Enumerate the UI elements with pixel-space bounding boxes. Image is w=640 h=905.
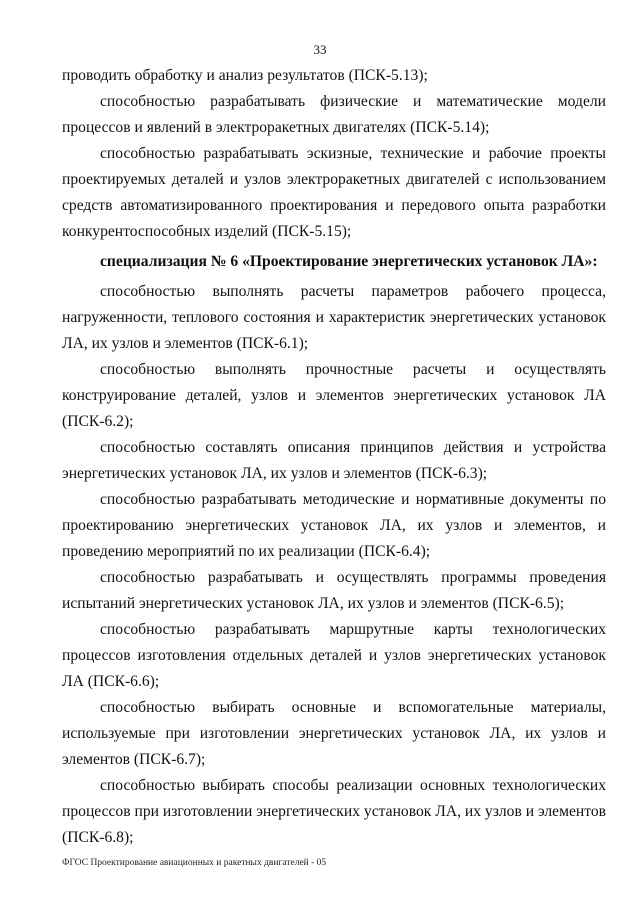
- document-body: [62, 63, 606, 851]
- paragraph-psk-6-3: способностью составлять описания принципов действия и устройства энергетических установок ЛА, их узлов и элементов (ПСК-6.3);: [62, 439, 606, 482]
- paragraph-psk-6-1: способностью выполнять расчеты параметров рабочего процесса, нагруженности, теплового состояния и характеристик энергетических установок ЛА, их узлов и элементов (ПСК-6.1);: [62, 283, 606, 352]
- paragraph-psk-5-15: способностью разрабатывать эскизные, технические и рабочие проекты проектируемых деталей и узлов электроракетных двигателей с использованием средств автоматизированного проектирования и передового опыта разработки конкурентоспособных изделий (ПСК-5.15);: [62, 145, 606, 240]
- page-number: 33: [313, 42, 327, 57]
- paragraph-psk-5-14: способностью разрабатывать физические и математические модели процессов и явлений в электроракетных двигателях (ПСК-5.14);: [62, 93, 606, 136]
- page-footer: ФГОС Проектирование авиационных и ракетных двигателей - 05: [62, 858, 327, 868]
- paragraph-psk-6-7: способностью выбирать основные и вспомогательные материалы, используемые при изготовлении энергетических установок ЛА, их узлов и элементов (ПСК-6.7);: [62, 699, 606, 768]
- specialization-heading: специализация № 6 «Проектирование энергетических установок ЛА»:: [100, 253, 598, 270]
- paragraph-psk-6-4: способностью разрабатывать методические и нормативные документы по проектированию энергетических установок ЛА, их узлов и элементов, и проведению мероприятий по их реализации (ПСК-6.4);: [62, 491, 606, 560]
- paragraph-psk-6-8: способностью выбирать способы реализации основных технологических процессов при изготовлении энергетических установок ЛА, их узлов и элементов (ПСК-6.8);: [62, 777, 606, 846]
- paragraph-psk-6-2: способностью выполнять прочностные расчеты и осуществлять конструирование деталей, узлов и элементов энергетических установок ЛА (ПСК-6.2);: [62, 361, 606, 430]
- paragraph-psk-6-5: способностью разрабатывать и осуществлять программы проведения испытаний энергетических установок ЛА, их узлов и элементов (ПСК-6.5);: [62, 569, 606, 612]
- paragraph-psk-6-6: способностью разрабатывать маршрутные карты технологических процессов изготовления отдельных деталей и узлов энергетических установок ЛА (ПСК-6.6);: [62, 621, 606, 690]
- paragraph-continuation: проводить обработку и анализ результатов (ПСК-5.13);: [62, 67, 428, 84]
